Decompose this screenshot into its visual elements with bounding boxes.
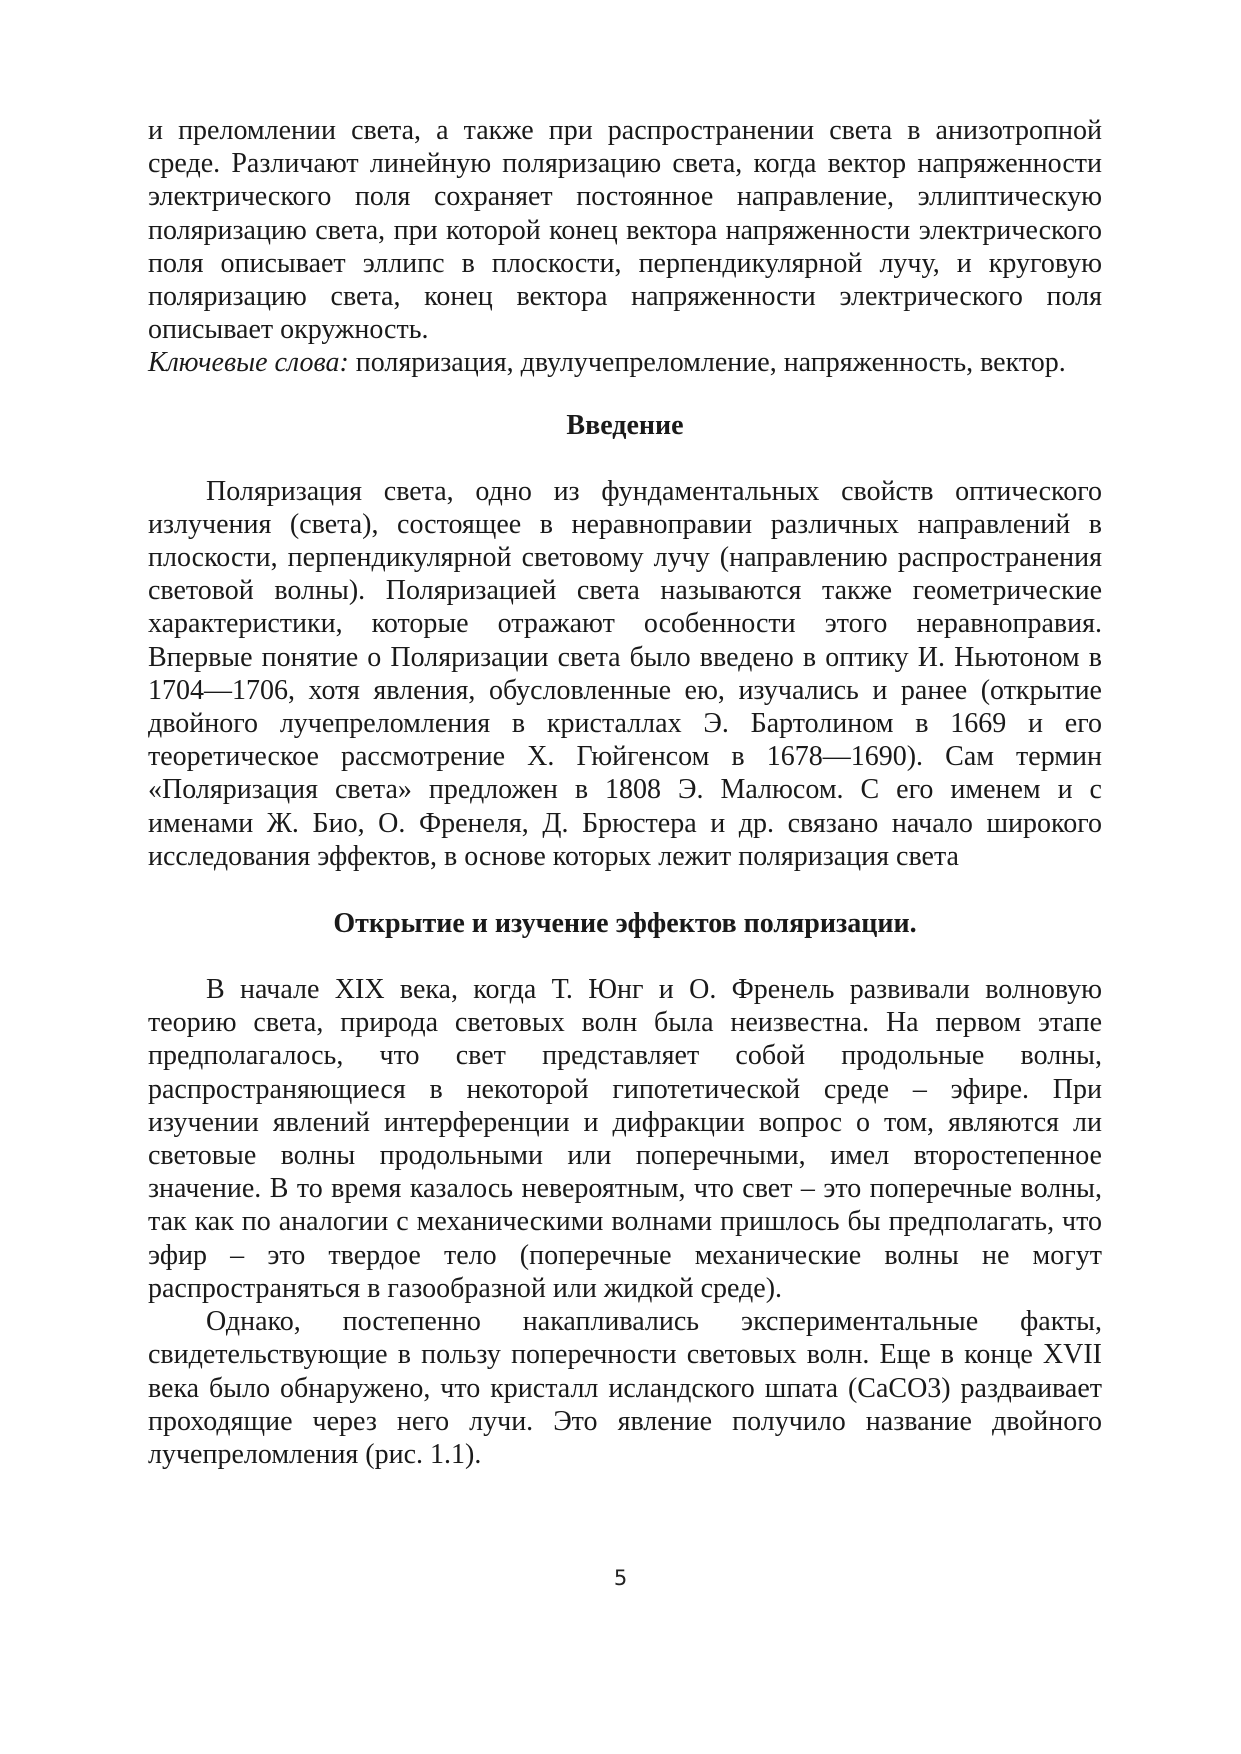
abstract-paragraph: и преломлении света, а также при распространении света в анизотропной среде. Различают линейную поляризацию света, когда вектор напряженности электрического поля сохраняет постоянное направление, эллиптическую поляризацию света, при которой конец вектора напряженности электрического поля описывает эллипс в плоскости, перпендикулярной лучу, и круговую поляризацию света, конец вектора напряженности электрического поля описывает окружность. <box>148 115 1102 346</box>
discovery-paragraph-2: Однако, постепенно накапливались экспериментальные факты, свидетельствующие в пользу поперечности световых волн. Еще в конце XVII века было обнаружено, что кристалл исландского шпата (CaCO3) раздваивает проходящие через него лучи. Это явление получило название двойного лучепреломления (рис. 1.1). <box>148 1306 1102 1470</box>
keywords-line <box>148 346 1102 379</box>
discovery-heading: Открытие и изучение эффектов поляризации. <box>333 908 917 940</box>
page-number: 5 <box>613 1566 628 1590</box>
intro-paragraph: Поляризация света, одно из фундаментальных свойств оптического излучения (света), состоящее в неравноправии различных направлений в плоскости, перпендикулярной световому лучу (направлению распространения световой волны). Поляризацией света называются также геометрические характеристики, которые отражают особенности этого неравноправия. Впервые понятие о Поляризации света было введено в оптику И. Ньютоном в 1704—1706, хотя явления, обусловленные ею, изучались и ранее (открытие двойного лучепреломления в кристаллах Э. Бартолином в 1669 и его теоретическое рассмотрение Х. Гюйгенсом в 1678—1690). Сам термин «Поляризация света» предложен в 1808 Э. Малюсом. С его именем и с именами Ж. Био, О. Френеля, Д. Брюстера и др. связано начало широкого исследования эффектов, в основе которых лежит поляризация света <box>148 475 1102 872</box>
intro-heading: Введение <box>566 409 684 441</box>
keywords-label: Ключевые слова: <box>148 347 349 379</box>
discovery-paragraph-1: В начале XIX века, когда Т. Юнг и О. Френель развивали волновую теорию света, природа световых волн была неизвестна. На первом этапе предполагалось, что свет представляет собой продольные волны, распространяющиеся в некоторой гипотетической среде – эфире. При изучении явлений интерференции и дифракции вопрос о том, являются ли световые волны продольными или поперечными, имел второстепенное значение. В то время казалось невероятным, что свет – это поперечные волны, так как по аналогии с механическими волнами пришлось бы предполагать, что эфир – это твердое тело (поперечные механические волны не могут распространяться в газообразной или жидкой среде). <box>148 974 1102 1304</box>
page-body <box>148 114 1102 1471</box>
keywords-list: поляризация, двулучепреломление, напряженность, вектор. <box>348 347 1066 379</box>
